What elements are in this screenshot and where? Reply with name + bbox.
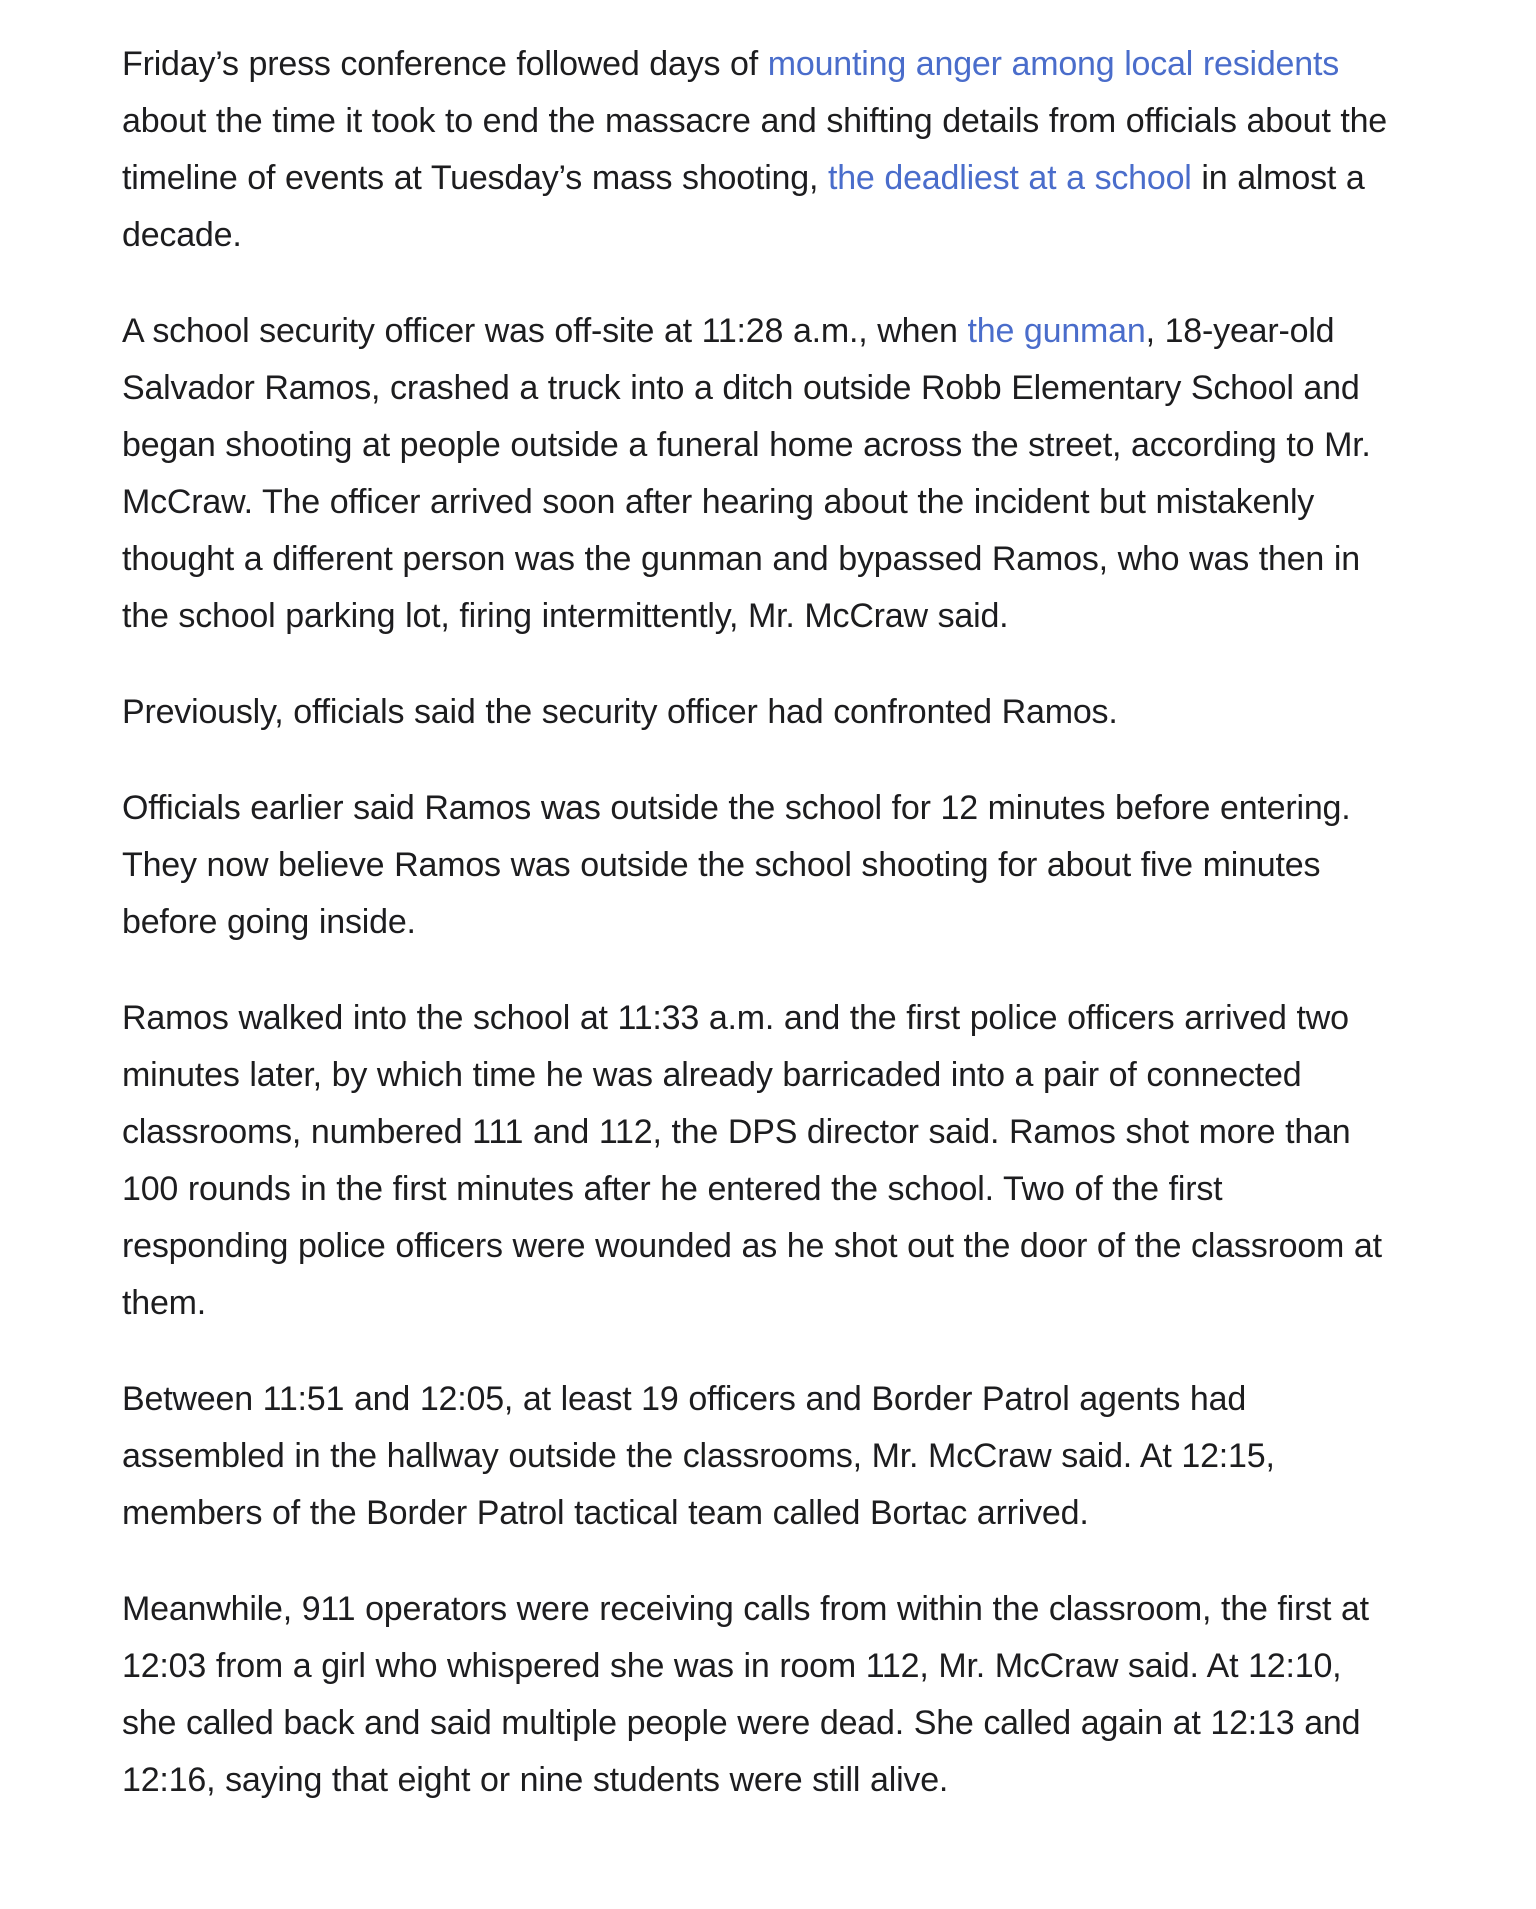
paragraph-text: Officials earlier said Ramos was outside the school for 12 minutes before entering. They now believe Ramos was outside the school shooting for about five minutes before going inside. xyxy=(122,789,1351,941)
inline-link[interactable]: the gunman xyxy=(967,312,1146,350)
article-paragraph xyxy=(122,36,1394,264)
paragraph-text: A school security officer was off-site at 11:28 a.m., when xyxy=(122,312,968,350)
article-paragraph xyxy=(122,1581,1394,1809)
paragraph-text: Ramos walked into the school at 11:33 a.m. and the first police officers arrived two minutes later, by which time he was already barricaded into a pair of connected classrooms, numbered 111 and 112, the DPS director said. Ramos shot more than 100 rounds in the first minutes after he entered the school. Two of the first responding police officers were wounded as he shot out the door of the classroom at them. xyxy=(122,999,1382,1322)
paragraph-text: Previously, officials said the security officer had confronted Ramos. xyxy=(122,693,1118,731)
article-paragraph xyxy=(122,780,1394,951)
paragraph-text: in almost a decade. xyxy=(122,159,1365,254)
paragraph-text: Friday’s press conference followed days of xyxy=(122,45,768,83)
inline-link[interactable]: mounting anger among local residents xyxy=(767,45,1340,83)
inline-link[interactable]: the deadliest at a school xyxy=(827,159,1192,197)
article-paragraph xyxy=(122,303,1394,645)
article-paragraph xyxy=(122,990,1394,1332)
paragraph-text: Between 11:51 and 12:05, at least 19 officers and Border Patrol agents had assembled in the hallway outside the classrooms, Mr. McCraw said. At 12:15, members of the Border Patrol tactical team called Bortac arrived. xyxy=(122,1380,1275,1532)
paragraph-text: , 18-year-old Salvador Ramos, crashed a truck into a ditch outside Robb Elementary School and began shooting at people outside a funeral home across the street, according to Mr. McCraw. The officer arrived soon after hearing about the incident but mistakenly thought a different person was the gunman and bypassed Ramos, who was then in the school parking lot, firing intermittently, Mr. McCraw said. xyxy=(122,312,1371,635)
paragraph-text: Meanwhile, 911 operators were receiving calls from within the classroom, the first at 12:03 from a girl who whispered she was in room 112, Mr. McCraw said. At 12:10, she called back and said multiple people were dead. She called again at 12:13 and 12:16, saying that eight or nine students were still alive. xyxy=(122,1590,1369,1799)
paragraph-text: about the time it took to end the massacre and shifting details from officials about the timeline of events at Tuesday’s mass shooting, xyxy=(122,102,1387,197)
article-paragraph xyxy=(122,1371,1394,1542)
article-paragraph xyxy=(122,684,1394,741)
